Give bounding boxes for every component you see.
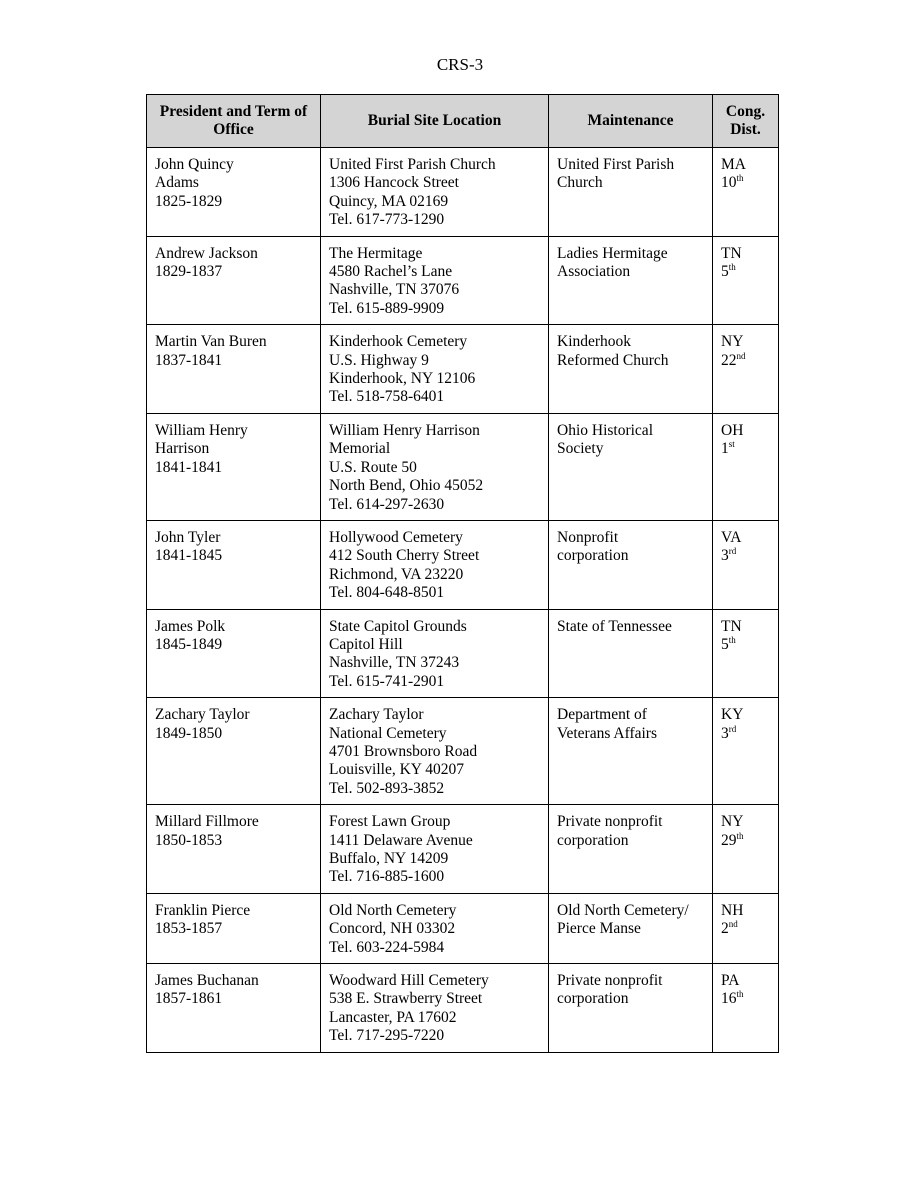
district-number: 29 — [721, 831, 737, 849]
table-row — [147, 698, 779, 805]
district-cell — [713, 325, 779, 414]
maintenance-cell-line: Old North Cemetery/ — [557, 901, 689, 919]
table-row — [147, 805, 779, 894]
district-state: KY — [721, 706, 744, 724]
location-cell-line: Tel. 804-648-8501 — [329, 584, 445, 602]
president-cell-line: John Quincy — [155, 156, 234, 173]
district-number: 3 — [721, 724, 729, 742]
district-state: TN — [721, 244, 742, 262]
maintenance-cell-line: Veterans Affairs — [557, 724, 658, 742]
table-row — [147, 893, 779, 963]
location-cell-line: Lancaster, PA 17602 — [329, 1008, 457, 1026]
location-cell-line: Tel. 716-885-1600 — [329, 868, 445, 886]
location-cell — [321, 325, 549, 414]
president-cell-line: 1841-1841 — [155, 458, 223, 476]
maintenance-cell — [549, 698, 713, 805]
maintenance-cell-line: Ladies Hermitage — [557, 244, 668, 262]
district-number: 22 — [721, 351, 737, 369]
page-header: CRS-3 — [436, 55, 484, 74]
maintenance-cell-line: Church — [557, 174, 603, 192]
district-ordinal: rd — [728, 546, 737, 557]
president-cell-line: 1845-1849 — [155, 635, 223, 653]
location-cell-line: Tel. 615-889-9909 — [329, 299, 445, 317]
president-cell-line: 1857-1861 — [155, 990, 223, 1008]
president-cell — [147, 325, 321, 414]
district-line — [721, 263, 771, 281]
maintenance-cell-line: Association — [557, 263, 631, 281]
president-cell-line: 1837-1841 — [155, 351, 223, 369]
location-cell — [321, 805, 549, 894]
district-line — [721, 832, 771, 850]
district-cell — [713, 964, 779, 1053]
location-cell-line: Louisville, KY 40207 — [329, 761, 465, 779]
president-cell-line: 1829-1837 — [155, 263, 223, 281]
president-cell-line: James Buchanan — [155, 972, 259, 990]
location-cell-line: 412 South Cherry Street — [329, 547, 480, 565]
president-cell — [147, 893, 321, 963]
district-state: NY — [721, 813, 744, 831]
location-cell-line: Buffalo, NY 14209 — [329, 850, 449, 867]
president-cell-line: 1850-1853 — [155, 831, 223, 849]
maintenance-cell-line: Department of — [557, 706, 647, 724]
district-number: 16 — [721, 990, 737, 1008]
district-line — [721, 174, 771, 192]
location-cell-line: William Henry Harrison — [329, 421, 480, 439]
location-cell-line: State Capitol Grounds — [329, 617, 467, 635]
header-maintenance: Maintenance — [549, 95, 713, 148]
maintenance-cell-line: Private nonprofit — [557, 972, 663, 990]
president-cell-line: Harrison — [155, 440, 210, 458]
table-row — [147, 413, 779, 520]
district-ordinal: th — [728, 634, 736, 645]
president-cell-line: Martin Van Buren — [155, 333, 267, 351]
president-cell — [147, 609, 321, 698]
district-state: PA — [721, 972, 740, 990]
maintenance-cell-line: United First Parish — [557, 156, 675, 173]
location-cell-line: Tel. 617-773-1290 — [329, 211, 445, 229]
location-cell-line: Nashville, TN 37076 — [329, 281, 460, 299]
district-ordinal: th — [736, 830, 744, 841]
district-cell — [713, 236, 779, 325]
header-district: Cong. Dist. — [713, 95, 779, 148]
location-cell-line: Old North Cemetery — [329, 901, 457, 919]
location-cell — [321, 236, 549, 325]
table-row — [147, 148, 779, 237]
maintenance-cell — [549, 236, 713, 325]
maintenance-cell — [549, 520, 713, 609]
location-cell — [321, 520, 549, 609]
location-cell-line: Tel. 603-224-5984 — [329, 938, 445, 956]
district-number: 1 — [721, 440, 729, 458]
location-cell-line: U.S. Highway 9 — [329, 351, 429, 369]
district-ordinal: rd — [728, 723, 737, 734]
location-cell-line: Quincy, MA 02169 — [329, 192, 449, 210]
president-cell-line: 1853-1857 — [155, 920, 223, 938]
location-cell-line: Tel. 518-758-6401 — [329, 388, 445, 406]
location-cell-line: 4580 Rachel’s Lane — [329, 263, 453, 281]
location-cell-line: Nashville, TN 37243 — [329, 654, 460, 672]
district-line — [721, 920, 771, 938]
location-cell-line: Richmond, VA 23220 — [329, 565, 464, 583]
maintenance-cell-line: corporation — [557, 831, 629, 849]
location-cell-line: 1411 Delaware Avenue — [329, 831, 473, 849]
district-cell — [713, 805, 779, 894]
maintenance-cell — [549, 148, 713, 237]
district-number: 10 — [721, 174, 737, 192]
maintenance-cell-line: Society — [557, 440, 604, 458]
president-cell-line: 1849-1850 — [155, 724, 223, 742]
president-cell — [147, 698, 321, 805]
president-cell — [147, 964, 321, 1053]
location-cell-line: Memorial — [329, 440, 391, 458]
header-president: President and Term of Office — [147, 95, 321, 148]
district-ordinal: nd — [728, 919, 738, 930]
maintenance-cell-line: Private nonprofit — [557, 813, 663, 831]
table-row — [147, 609, 779, 698]
district-number: 5 — [721, 635, 729, 653]
location-cell-line: Kinderhook, NY 12106 — [329, 370, 476, 388]
location-cell-line: Kinderhook Cemetery — [329, 333, 468, 351]
location-cell — [321, 609, 549, 698]
location-cell-line: Capitol Hill — [329, 635, 403, 653]
district-ordinal: th — [736, 989, 744, 1000]
district-cell — [713, 148, 779, 237]
district-ordinal: nd — [736, 350, 746, 361]
district-number: 5 — [721, 263, 729, 281]
maintenance-cell-line: corporation — [557, 547, 629, 565]
district-state: NH — [721, 901, 744, 919]
district-line — [721, 990, 771, 1008]
district-state: TN — [721, 617, 742, 635]
district-cell — [713, 520, 779, 609]
location-cell-line: 4701 Brownsboro Road — [329, 742, 478, 760]
president-cell — [147, 413, 321, 520]
location-cell — [321, 964, 549, 1053]
location-cell-line: Tel. 717-295-7220 — [329, 1027, 445, 1045]
maintenance-cell — [549, 413, 713, 520]
president-cell-line: James Polk — [155, 617, 226, 635]
maintenance-cell-line: State of Tennessee — [557, 617, 672, 635]
district-state: NY — [721, 333, 744, 351]
district-state: MA — [721, 156, 746, 173]
district-ordinal: th — [736, 173, 744, 184]
location-cell — [321, 893, 549, 963]
location-cell — [321, 698, 549, 805]
maintenance-cell-line: Reformed Church — [557, 351, 669, 369]
president-cell-line: Adams — [155, 174, 199, 192]
district-line — [721, 547, 771, 565]
header-location: Burial Site Location — [321, 95, 549, 148]
maintenance-cell — [549, 609, 713, 698]
president-cell-line: 1841-1845 — [155, 547, 223, 565]
district-cell — [713, 893, 779, 963]
president-cell-line: Zachary Taylor — [155, 706, 250, 724]
district-state: VA — [721, 528, 742, 546]
location-cell-line: United First Parish Church — [329, 156, 496, 173]
district-number: 2 — [721, 920, 729, 938]
district-state: OH — [721, 421, 744, 439]
district-ordinal: st — [728, 439, 735, 450]
location-cell-line: Tel. 614-297-2630 — [329, 495, 445, 513]
maintenance-cell — [549, 325, 713, 414]
president-cell-line: Franklin Pierce — [155, 901, 251, 919]
district-cell — [713, 609, 779, 698]
president-cell — [147, 805, 321, 894]
district-number: 3 — [721, 547, 729, 565]
president-cell-line: Millard Fillmore — [155, 813, 259, 831]
location-cell — [321, 413, 549, 520]
president-cell-line: John Tyler — [155, 528, 221, 546]
table-row — [147, 236, 779, 325]
location-cell-line: Tel. 502-893-3852 — [329, 779, 445, 797]
location-cell-line: U.S. Route 50 — [329, 458, 417, 476]
location-cell-line: Woodward Hill Cemetery — [329, 972, 489, 990]
district-cell — [713, 413, 779, 520]
maintenance-cell-line: corporation — [557, 990, 629, 1008]
table-row — [147, 964, 779, 1053]
maintenance-cell-line: Kinderhook — [557, 333, 632, 351]
location-cell-line: Forest Lawn Group — [329, 813, 451, 831]
district-line — [721, 636, 771, 654]
president-cell-line: Andrew Jackson — [155, 244, 258, 262]
burial-sites-table — [146, 94, 779, 1053]
district-line — [721, 725, 771, 743]
maintenance-cell — [549, 805, 713, 894]
maintenance-cell-line: Nonprofit — [557, 528, 619, 546]
location-cell-line: 538 E. Strawberry Street — [329, 990, 483, 1008]
district-cell — [713, 698, 779, 805]
district-ordinal: th — [728, 261, 736, 272]
location-cell-line: Tel. 615-741-2901 — [329, 672, 445, 690]
table-row — [147, 325, 779, 414]
location-cell-line: Hollywood Cemetery — [329, 528, 463, 546]
district-line — [721, 352, 771, 370]
district-line — [721, 440, 771, 458]
president-cell-line: 1825-1829 — [155, 192, 223, 210]
location-cell-line: The Hermitage — [329, 244, 423, 262]
maintenance-cell — [549, 964, 713, 1053]
location-cell — [321, 148, 549, 237]
location-cell-line: Zachary Taylor — [329, 706, 424, 724]
location-cell-line: Concord, NH 03302 — [329, 920, 456, 938]
location-cell-line: North Bend, Ohio 45052 — [329, 477, 484, 495]
maintenance-cell — [549, 893, 713, 963]
maintenance-cell-line: Pierce Manse — [557, 920, 641, 938]
president-cell-line: William Henry — [155, 421, 248, 439]
location-cell-line: 1306 Hancock Street — [329, 174, 459, 192]
table-row — [147, 520, 779, 609]
header-row — [147, 95, 779, 148]
president-cell — [147, 520, 321, 609]
location-cell-line: National Cemetery — [329, 724, 447, 742]
president-cell — [147, 148, 321, 237]
president-cell — [147, 236, 321, 325]
maintenance-cell-line: Ohio Historical — [557, 421, 653, 439]
